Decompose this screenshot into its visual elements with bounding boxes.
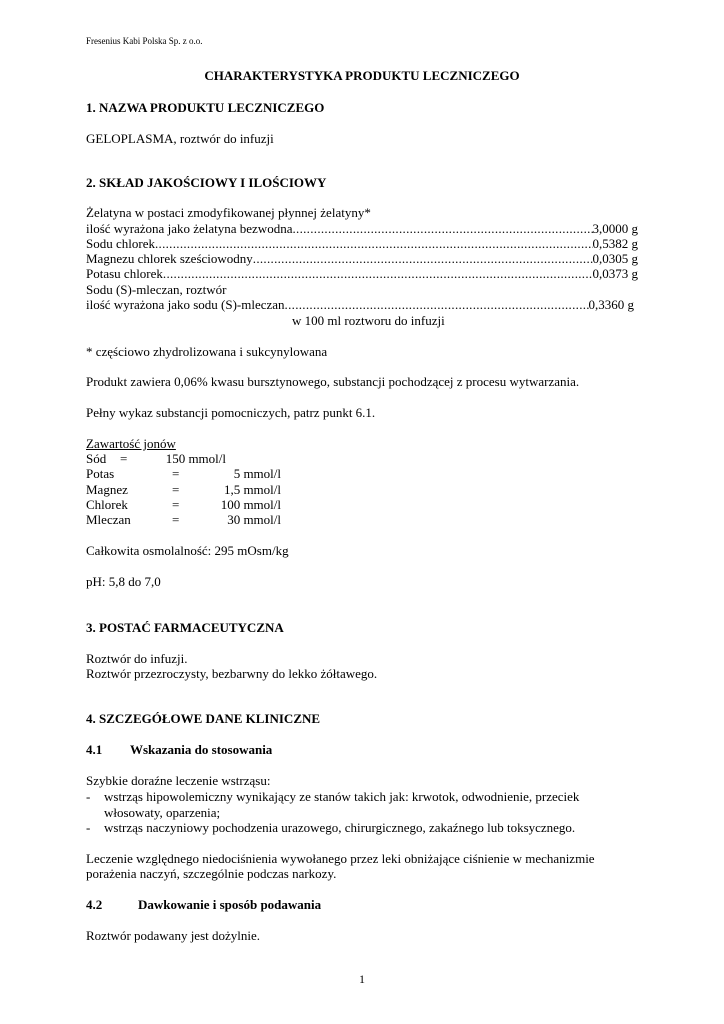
ion-row: [86, 451, 386, 467]
per-volume: w 100 ml roztworu do infuzji: [292, 313, 445, 328]
composition-label: Potasu chlorek: [86, 266, 163, 281]
composition-row: [86, 221, 638, 237]
ph-range: pH: 5,8 do 7,0: [86, 574, 161, 589]
composition-value: 0,5382 g: [592, 236, 638, 251]
composition-value: 3,0000 g: [592, 221, 638, 236]
ion-value: 5 mmol/l: [233, 466, 281, 481]
list-item-text: wstrząs hipowolemiczny wynikający ze stanów takich jak: krwotok, odwodnienie, przeciek: [104, 789, 580, 804]
ion-equals: =: [172, 497, 180, 512]
form-line-2: Roztwór przezroczysty, bezbarwny do lekko żółtawego.: [86, 666, 378, 681]
ion-name: Mleczan: [86, 512, 131, 527]
composition-label: Magnezu chlorek sześciowodny: [86, 251, 253, 266]
composition-row: [86, 266, 638, 282]
section2-heading: 2. SKŁAD JAKOŚCIOWY I ILOŚCIOWY: [86, 175, 327, 190]
list-item-text: włosowaty, oparzenia;: [104, 805, 221, 820]
excipients-note: Pełny wykaz substancji pomocniczych, patrz punkt 6.1.: [86, 405, 376, 420]
hypotension-line-2: porażenia naczyń, szczególnie podczas narkozy.: [86, 866, 337, 881]
ion-value: 150 mmol/l: [165, 451, 226, 466]
gelatin-intro: Żelatyna w postaci zmodyfikowanej płynnej żelatyny*: [86, 205, 371, 220]
page-number: 1: [359, 972, 365, 986]
bullet-dash: -: [86, 789, 91, 804]
ion-name: Magnez: [86, 482, 128, 497]
osmolality: Całkowita osmolalność: 295 mOsm/kg: [86, 543, 289, 558]
footnote: * częściowo zhydrolizowana i sukcynylowana: [86, 344, 328, 359]
section3-heading: 3. POSTAĆ FARMACEUTYCZNA: [86, 620, 284, 635]
section4-heading: 4. SZCZEGÓŁOWE DANE KLINICZNE: [86, 711, 321, 726]
list-item-text: wstrząs naczyniowy pochodzenia urazowego, chirurgicznego, zakaźnego lub toksycznego.: [104, 820, 576, 835]
ion-row: [86, 466, 386, 482]
composition-label: ilość wyrażona jako żelatyna bezwodna: [86, 221, 293, 236]
hypotension-line-1: Leczenie względnego niedociśnienia wywołanego przez leki obniżające ciśnienie w mechanizmie: [86, 851, 595, 866]
ion-equals: =: [172, 482, 180, 497]
ion-name: Potas: [86, 466, 115, 481]
ion-value: 1,5 mmol/l: [223, 482, 281, 497]
shock-intro: Szybkie doraźne leczenie wstrząsu:: [86, 773, 271, 788]
ion-row: [86, 497, 386, 513]
subsection-4-2-title: Dawkowanie i sposób podawania: [138, 897, 322, 912]
subsection-4-1-title: Wskazania do stosowania: [130, 742, 273, 757]
company-header: Fresenius Kabi Polska Sp. z o.o.: [86, 36, 203, 46]
lactate-value: 0,3360 g: [588, 297, 634, 312]
ion-equals: =: [172, 466, 180, 481]
document-title: CHARAKTERYSTYKA PRODUKTU LECZNICZEGO: [204, 68, 520, 83]
bullet-dash: -: [86, 820, 91, 835]
succinic-note: Produkt zawiera 0,06% kwasu bursztynowego, substancji pochodzącej z procesu wytwarzania.: [86, 374, 580, 389]
ions-title: Zawartość jonów: [86, 436, 176, 451]
composition-label: Sodu chlorek: [86, 236, 155, 251]
list-item: [86, 789, 646, 821]
ion-name: Chlorek: [86, 497, 128, 512]
form-line-1: Roztwór do infuzji.: [86, 651, 188, 666]
subsection-4-1-number: 4.1: [86, 742, 103, 757]
administration-note: Roztwór podawany jest dożylnie.: [86, 928, 261, 943]
ion-name: Sód: [86, 451, 107, 466]
product-name: GELOPLASMA, roztwór do infuzji: [86, 131, 274, 146]
lactate-label: ilość wyrażona jako sodu (S)-mleczan: [86, 297, 285, 312]
ion-row: [86, 482, 386, 498]
list-item: [86, 820, 646, 836]
composition-value: 0,0373 g: [592, 266, 638, 281]
lactate-row: [86, 297, 634, 313]
section1-heading: 1. NAZWA PRODUKTU LECZNICZEGO: [86, 100, 325, 115]
ion-equals: =: [120, 451, 128, 466]
ion-value: 30 mmol/l: [227, 512, 281, 527]
composition-row: [86, 251, 638, 267]
ion-row: [86, 512, 386, 528]
ion-value: 100 mmol/l: [220, 497, 281, 512]
composition-value: 0,0305 g: [592, 251, 638, 266]
ion-equals: =: [172, 512, 180, 527]
lactate-intro: Sodu (S)-mleczan, roztwór: [86, 282, 227, 297]
composition-row: [86, 236, 638, 252]
subsection-4-2-number: 4.2: [86, 897, 103, 912]
